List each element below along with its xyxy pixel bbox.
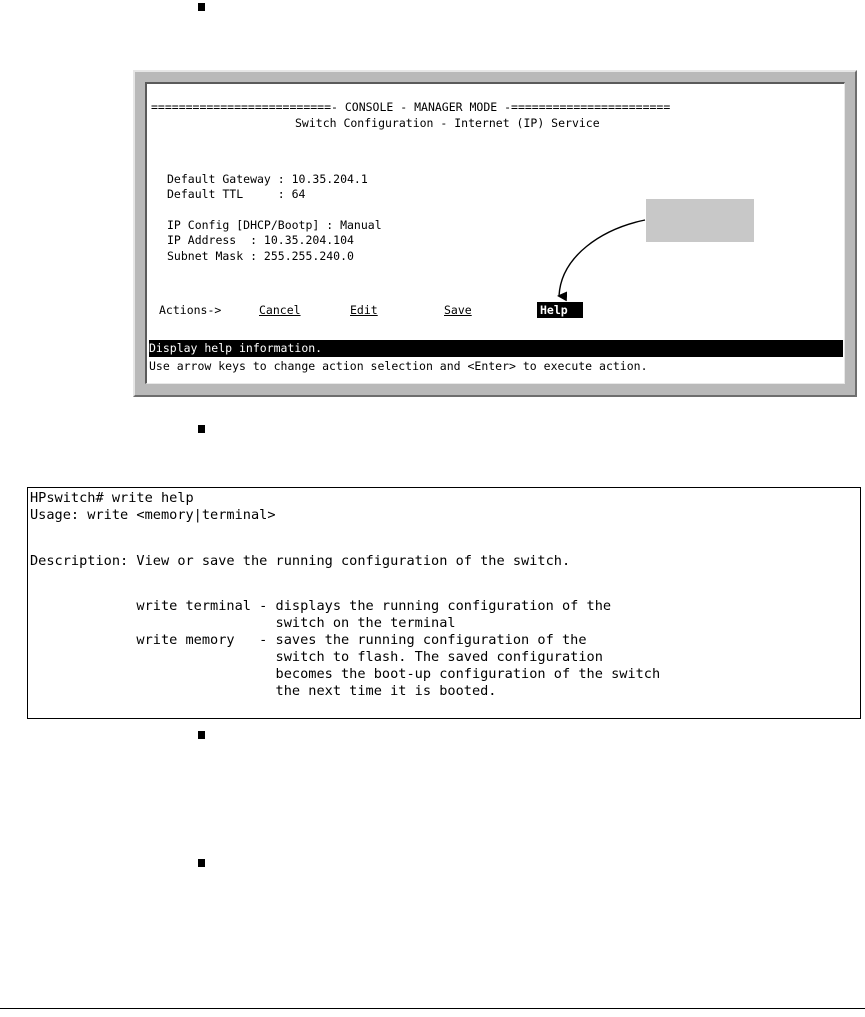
bullet-marker [198,3,205,11]
footer-rule [0,1008,865,1009]
cli-line: Description: View or save the running configuration of the switch. [30,553,571,569]
ip-address-field: IP Address : 10.35.204.104 [167,233,354,247]
cli-line: switch on the terminal [30,615,456,631]
hint-line: Use arrow keys to change action selection and <Enter> to execute action. [149,359,648,373]
console-header: ==========================- CONSOLE - MANAGER MODE -======================= [151,100,671,114]
help-action[interactable]: Help [537,302,583,318]
cli-line: becomes the boot-up configuration of the switch [30,666,661,682]
cli-line: the next time it is booted. [30,683,497,699]
console-screenshot-frame [133,70,857,397]
cli-line: write terminal - displays the running configuration of the [30,598,612,614]
bullet-marker [198,731,205,739]
edit-action[interactable]: Edit [350,303,378,317]
default-gateway-field: Default Gateway : 10.35.204.1 [167,172,368,186]
console-title: Switch Configuration - Internet (IP) Service [295,116,600,130]
cancel-action[interactable]: Cancel [259,303,301,317]
cli-line: switch to flash. The saved configuration [30,649,603,665]
actions-label: Actions-> [159,303,222,317]
cli-line: Usage: write <memory|terminal> [30,507,276,523]
cli-line: HPswitch# write help [30,490,194,506]
bullet-marker [198,859,205,867]
default-ttl-field: Default TTL : 64 [167,187,306,201]
bullet-marker [198,425,205,433]
console-screen [145,82,845,384]
cli-line: write memory - saves the running configuration of the [30,632,587,648]
subnet-mask-field: Subnet Mask : 255.255.240.0 [167,249,354,263]
save-action[interactable]: Save [444,303,472,317]
status-line: Display help information. [149,340,843,357]
cli-output-box [27,487,861,719]
ip-config-field: IP Config [DHCP/Bootp] : Manual [167,218,382,232]
